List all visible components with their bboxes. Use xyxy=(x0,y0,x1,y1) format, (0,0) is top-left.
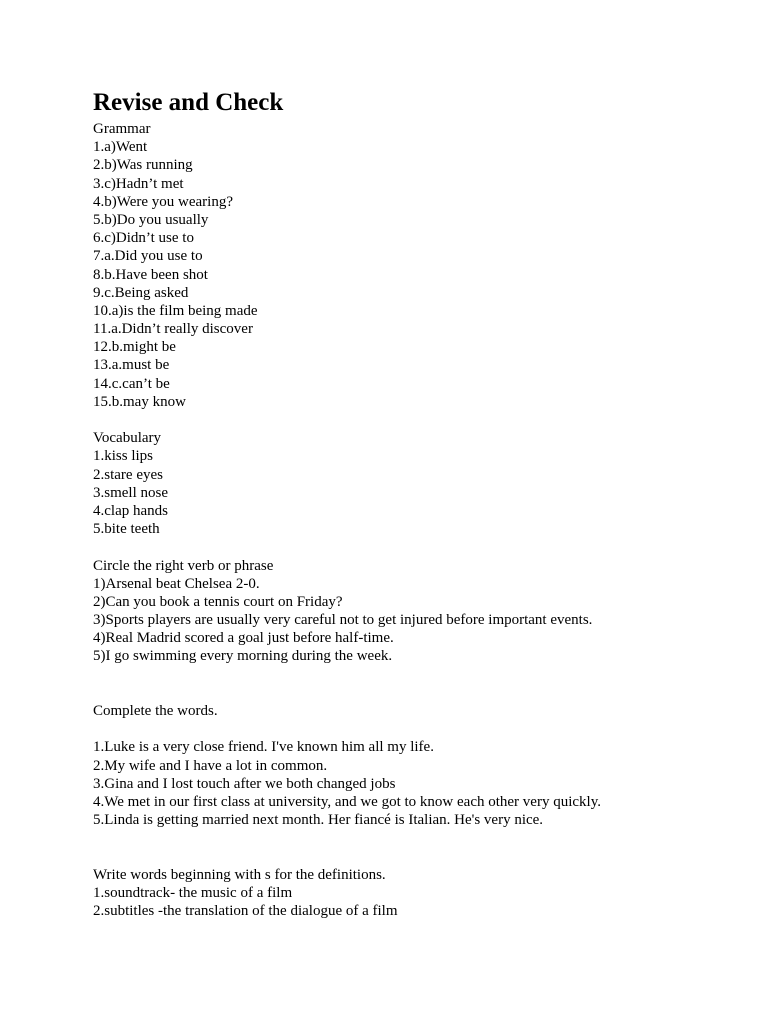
circle-verb-item: 4)Real Madrid scored a goal just before half-time. xyxy=(93,630,394,647)
grammar-item: 8.b.Have been shot xyxy=(93,266,208,283)
grammar-item: 14.c.can’t be xyxy=(93,375,170,392)
complete-words-item: 2.My wife and I have a lot in common. xyxy=(93,757,328,774)
grammar-item: 3.c)Hadn’t met xyxy=(93,175,184,192)
complete-words-item: 1.Luke is a very close friend. I've known him all my life. xyxy=(93,739,434,756)
definitions-section xyxy=(93,866,753,921)
circle-verb-heading: Circle the right verb or phrase xyxy=(93,557,274,574)
grammar-section xyxy=(93,120,753,411)
grammar-item: 7.a.Did you use to xyxy=(93,248,203,265)
vocabulary-item: 2.stare eyes xyxy=(93,466,163,483)
circle-verb-item: 2)Can you book a tennis court on Friday? xyxy=(93,593,343,610)
grammar-item: 2.b)Was running xyxy=(93,157,193,174)
definitions-item: 2.subtitles -the translation of the dialogue of a film xyxy=(93,903,398,920)
grammar-item: 1.a)Went xyxy=(93,139,148,156)
definitions-item: 1.soundtrack- the music of a film xyxy=(93,884,293,901)
circle-verb-item: 3)Sports players are usually very careful not to get injured before important events. xyxy=(93,612,593,629)
complete-words-item: 3.Gina and I lost touch after we both changed jobs xyxy=(93,775,396,792)
vocabulary-item: 1.kiss lips xyxy=(93,448,154,465)
circle-verb-item: 5)I go swimming every morning during the week. xyxy=(93,648,393,665)
grammar-item: 5.b)Do you usually xyxy=(93,211,209,228)
grammar-item: 4.b)Were you wearing? xyxy=(93,193,233,210)
grammar-item: 15.b.may know xyxy=(93,393,186,410)
grammar-item: 13.a.must be xyxy=(93,357,170,374)
grammar-item: 10.a)is the film being made xyxy=(93,302,258,319)
vocabulary-item: 4.clap hands xyxy=(93,502,168,519)
complete-words-section xyxy=(93,702,753,829)
circle-verb-section xyxy=(93,557,753,666)
vocabulary-item: 3.smell nose xyxy=(93,484,168,501)
complete-words-item: 4.We met in our first class at university, and we got to know each other very quickly. xyxy=(93,793,601,810)
complete-words-item: 5.Linda is getting married next month. Her fiancé is Italian. He's very nice. xyxy=(93,812,544,829)
grammar-item: 9.c.Being asked xyxy=(93,284,189,301)
vocabulary-section xyxy=(93,429,753,538)
grammar-item: 12.b.might be xyxy=(93,339,176,356)
grammar-item: 6.c)Didn’t use to xyxy=(93,230,194,247)
document-page xyxy=(93,88,753,920)
complete-words-heading: Complete the words. xyxy=(93,703,218,720)
vocabulary-item: 5.bite teeth xyxy=(93,521,160,538)
circle-verb-item: 1)Arsenal beat Chelsea 2-0. xyxy=(93,575,260,592)
vocabulary-heading: Vocabulary xyxy=(93,430,162,447)
definitions-heading: Write words beginning with s for the definitions. xyxy=(93,866,386,883)
grammar-item: 11.a.Didn’t really discover xyxy=(93,321,253,338)
page-title: Revise and Check xyxy=(93,89,284,116)
grammar-heading: Grammar xyxy=(93,121,151,137)
